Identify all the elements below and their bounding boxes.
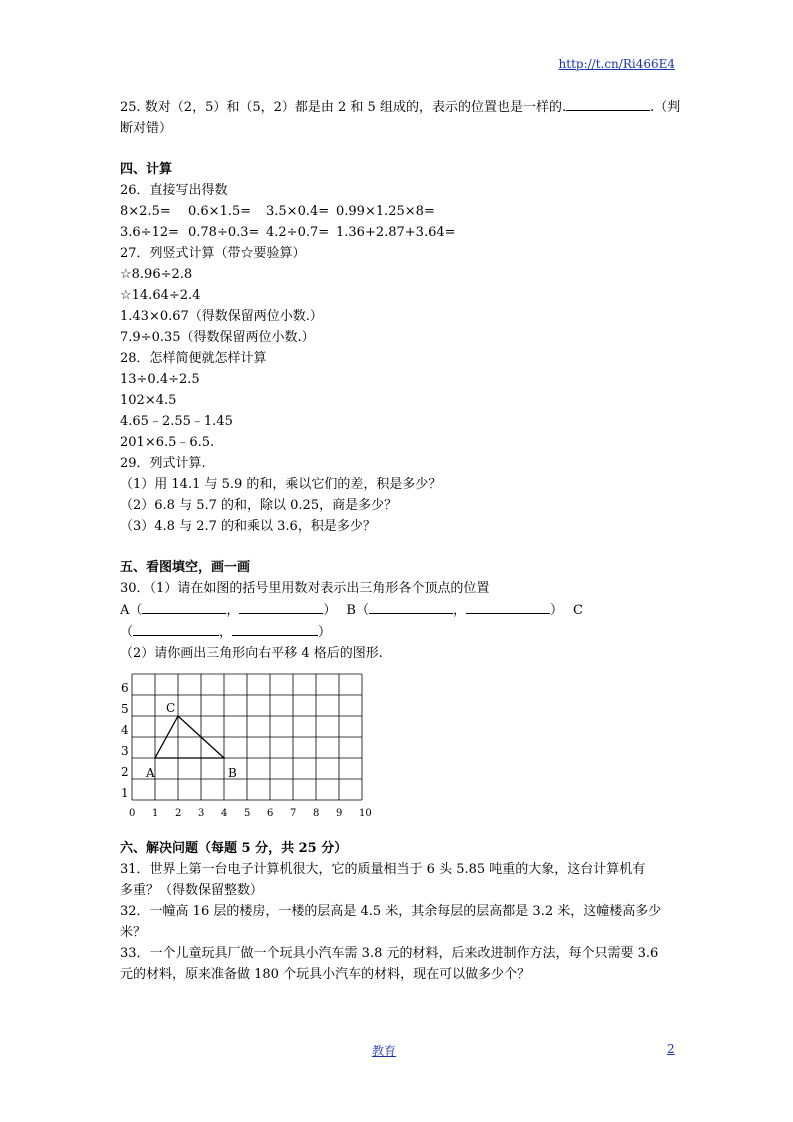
question-25: 25. 数对（2，5）和（5，2）都是由 2 和 5 组成的，表示的位置也是一样的. .（判 xyxy=(120,96,680,118)
q29-item: （3）4.8 与 2.7 的和乘以 3.6，积是多少？ xyxy=(120,519,376,534)
page-number[interactable]: 2 xyxy=(667,1042,675,1056)
y-tick-label: 4 xyxy=(121,723,129,737)
q27-item: 1.43×0.67（得数保留两位小数.） xyxy=(120,309,323,324)
vertex-label-b: B xyxy=(228,766,237,780)
y-tick-label: 2 xyxy=(121,765,129,779)
x-tick-label: 4 xyxy=(221,808,228,819)
b-x-blank[interactable] xyxy=(369,599,453,614)
page-content xyxy=(120,96,680,985)
b-y-blank[interactable] xyxy=(466,599,550,614)
q33-line-1: 33．一个儿童玩具厂做一个玩具小汽车需 3.8 元的材料，后来改进制作方法，每个只需要 3.6 xyxy=(120,946,659,961)
q27-item: ☆14.64÷2.4 xyxy=(120,288,201,303)
x-tick-label: 3 xyxy=(198,808,205,819)
q28-item: 4.65﹣2.55﹣1.45 xyxy=(120,414,233,429)
x-tick-label: 10 xyxy=(359,808,372,819)
q31-line-1: 31．世界上第一台电子计算机很大，它的质量相当于 6 头 5.85 吨重的大象，这台计算机有 xyxy=(120,862,646,877)
x-tick-label: 1 xyxy=(152,808,159,819)
q26-row-2: 3.6÷12= 0.78÷0.3= 4.2÷0.7= 1.36+2.87+3.64= xyxy=(120,225,456,240)
q32-line-1: 32．一幢高 16 层的楼房，一楼的层高是 4.5 米，其余每层的层高都是 3.2 米，这幢楼高多少 xyxy=(120,904,662,919)
c-y-blank[interactable] xyxy=(232,621,318,636)
q33-line-2: 元的材料，原来准备做 180 个玩具小汽车的材料，现在可以做多少个？ xyxy=(120,967,531,982)
q30-line-3: （ ， ） xyxy=(120,621,680,643)
q29-item: （2）6.8 与 5.7 的和，除以 0.25，商是多少？ xyxy=(120,498,398,513)
a-x-blank[interactable] xyxy=(142,599,226,614)
q27-title: 27．列竖式计算（带☆要验算） xyxy=(120,246,306,261)
x-tick-label: 8 xyxy=(313,808,320,819)
q28-item: 201×6.5﹣6.5. xyxy=(120,435,215,450)
q30-line-1: 30．（1）请在如图的括号里用数对表示出三角形各个顶点的位置 xyxy=(120,581,490,596)
q26-row-1: 8×2.5= 0.6×1.5= 3.5×0.4= 0.99×1.25×8= xyxy=(120,204,435,219)
x-tick-label: 6 xyxy=(267,808,274,819)
section-5-title: 五、看图填空，画一画 xyxy=(120,560,251,575)
footer-link[interactable]: 教育 xyxy=(372,1044,397,1058)
q25-suffix: 断对错） xyxy=(120,121,173,136)
y-tick-label: 5 xyxy=(121,702,129,716)
q31-line-2: 多重？（得数保留整数） xyxy=(120,883,264,898)
q32-line-2: 米？ xyxy=(120,925,147,940)
x-tick-label: 0 xyxy=(129,808,136,819)
q27-item: ☆8.96÷2.8 xyxy=(120,267,193,282)
x-tick-label: 7 xyxy=(290,808,297,819)
vertex-label-a: A xyxy=(146,766,155,780)
q30-line-4: （2）请你画出三角形向右平移 4 格后的图形. xyxy=(120,646,383,661)
q28-title: 28．怎样简便就怎样计算 xyxy=(120,351,267,366)
q30-line-2: A（ ， ） B（ ， ） C xyxy=(120,599,680,621)
x-tick-label: 9 xyxy=(336,808,343,819)
section-6-title: 六、解决问题（每题 5 分，共 25 分） xyxy=(120,841,348,856)
y-tick-label: 1 xyxy=(121,786,129,800)
vertex-label-c: C xyxy=(166,701,176,715)
c-x-blank[interactable] xyxy=(133,621,219,636)
q25-text: 25. 数对（2，5）和（5，2）都是由 2 和 5 组成的，表示的位置也是一样的. xyxy=(120,100,567,115)
q26-title: 26．直接写出得数 xyxy=(120,183,228,198)
coordinate-grid xyxy=(120,672,380,822)
q27-item: 7.9÷0.35（得数保留两位小数.） xyxy=(120,330,315,345)
x-tick-label: 5 xyxy=(244,808,251,819)
q25-answer-blank[interactable] xyxy=(566,96,650,111)
grid-svg xyxy=(120,672,380,822)
y-tick-label: 3 xyxy=(121,744,129,758)
header-link[interactable]: http://t.cn/Ri466E4 xyxy=(558,57,675,71)
q28-item: 13÷0.4÷2.5 xyxy=(120,372,200,387)
y-tick-label: 6 xyxy=(121,681,129,695)
q28-item: 102×4.5 xyxy=(120,393,177,408)
section-4-title: 四、计算 xyxy=(120,162,173,177)
a-y-blank[interactable] xyxy=(239,599,323,614)
q29-title: 29．列式计算. xyxy=(120,456,206,471)
x-tick-label: 2 xyxy=(175,808,182,819)
q29-item: （1）用 14.1 与 5.9 的和，乘以它们的差，积是多少？ xyxy=(120,477,442,492)
